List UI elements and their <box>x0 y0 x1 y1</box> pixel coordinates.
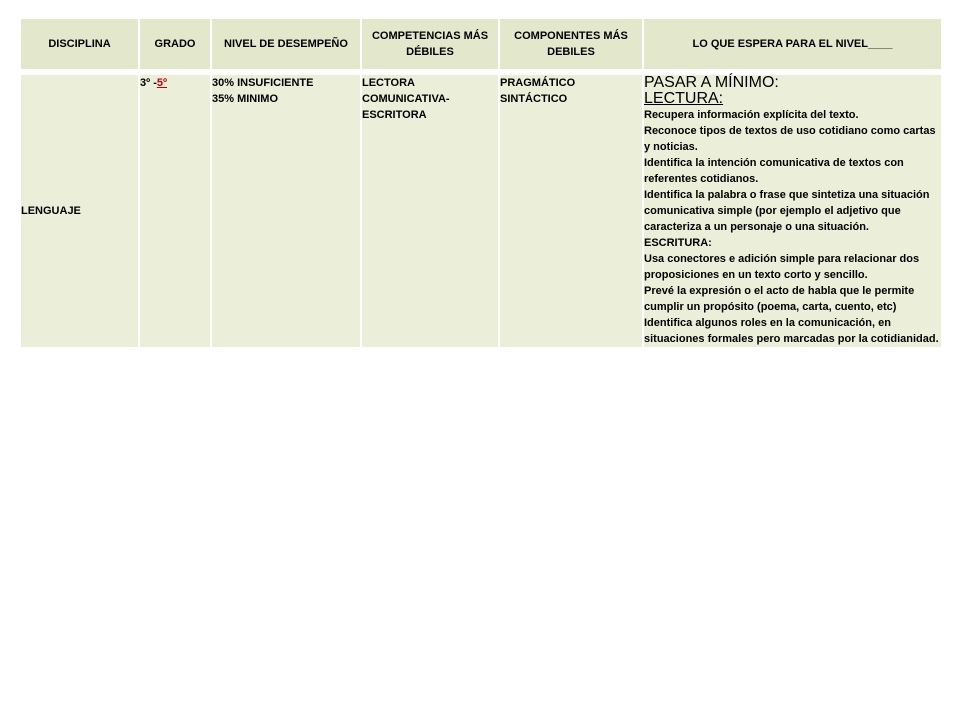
grado-value-start: 3º - <box>140 77 157 89</box>
cell-disciplina <box>20 74 139 348</box>
cell-lo-que-espera <box>643 74 942 348</box>
nivel-minimo: 35% MINIMO <box>212 93 279 105</box>
curriculum-table <box>19 17 943 349</box>
header-componentes: COMPONENTES MÁS DEBILES <box>499 18 643 70</box>
header-lo-que-espera: LO QUE ESPERA PARA EL NIVEL____ <box>643 18 942 70</box>
escritura-item: Usa conectores e adición simple para relacionar dos proposiciones en un texto corto y sencillo. <box>644 253 920 281</box>
componente-sintactico: SINTÁCTICO <box>500 93 568 105</box>
nivel-insuficiente: 30% INSUFICIENTE <box>212 77 314 89</box>
cell-competencias <box>361 74 499 348</box>
cell-nivel <box>211 74 361 348</box>
header-row <box>20 18 942 70</box>
header-nivel-desempeno: NIVEL DE DESEMPEÑO <box>211 18 361 70</box>
lectura-item: Reconoce tipos de textos de uso cotidiano como cartas y noticias. <box>644 125 936 153</box>
lectura-title: LECTURA: <box>644 90 724 107</box>
lectura-item: Recupera información explícita del texto. <box>644 109 859 121</box>
competencias-value: LECTORA COMUNICATIVA-ESCRITORA <box>362 77 450 121</box>
lectura-item: Identifica la palabra o frase que sintetiza una situación comunicativa simple (por ejemplo el adjetivo que caracteriza a un personaje o una situación. <box>644 189 930 233</box>
table-row <box>20 74 942 348</box>
cell-grado <box>139 74 211 348</box>
escritura-item: Identifica algunos roles en la comunicación, en situaciones formales pero marcadas por la cotidianidad. <box>644 317 939 345</box>
header-grado: GRADO <box>139 18 211 70</box>
escritura-title: ESCRITURA: <box>644 237 712 249</box>
header-disciplina: DISCIPLINA <box>20 18 139 70</box>
disciplina-value: LENGUAJE <box>21 205 81 217</box>
escritura-item: Prevé la expresión o el acto de habla que le permite cumplir un propósito (poema, carta, cuento, etc) <box>644 285 915 313</box>
header-competencias: COMPETENCIAS MÁS DÉBILES <box>361 18 499 70</box>
grado-value-end: 5º <box>156 77 167 89</box>
cell-componentes <box>499 74 643 348</box>
lectura-item: Identifica la intención comunicativa de textos con referentes cotidianos. <box>644 157 904 185</box>
espera-heading: PASAR A MÍNIMO: <box>644 74 779 91</box>
componente-pragmatico: PRAGMÁTICO <box>500 77 576 89</box>
